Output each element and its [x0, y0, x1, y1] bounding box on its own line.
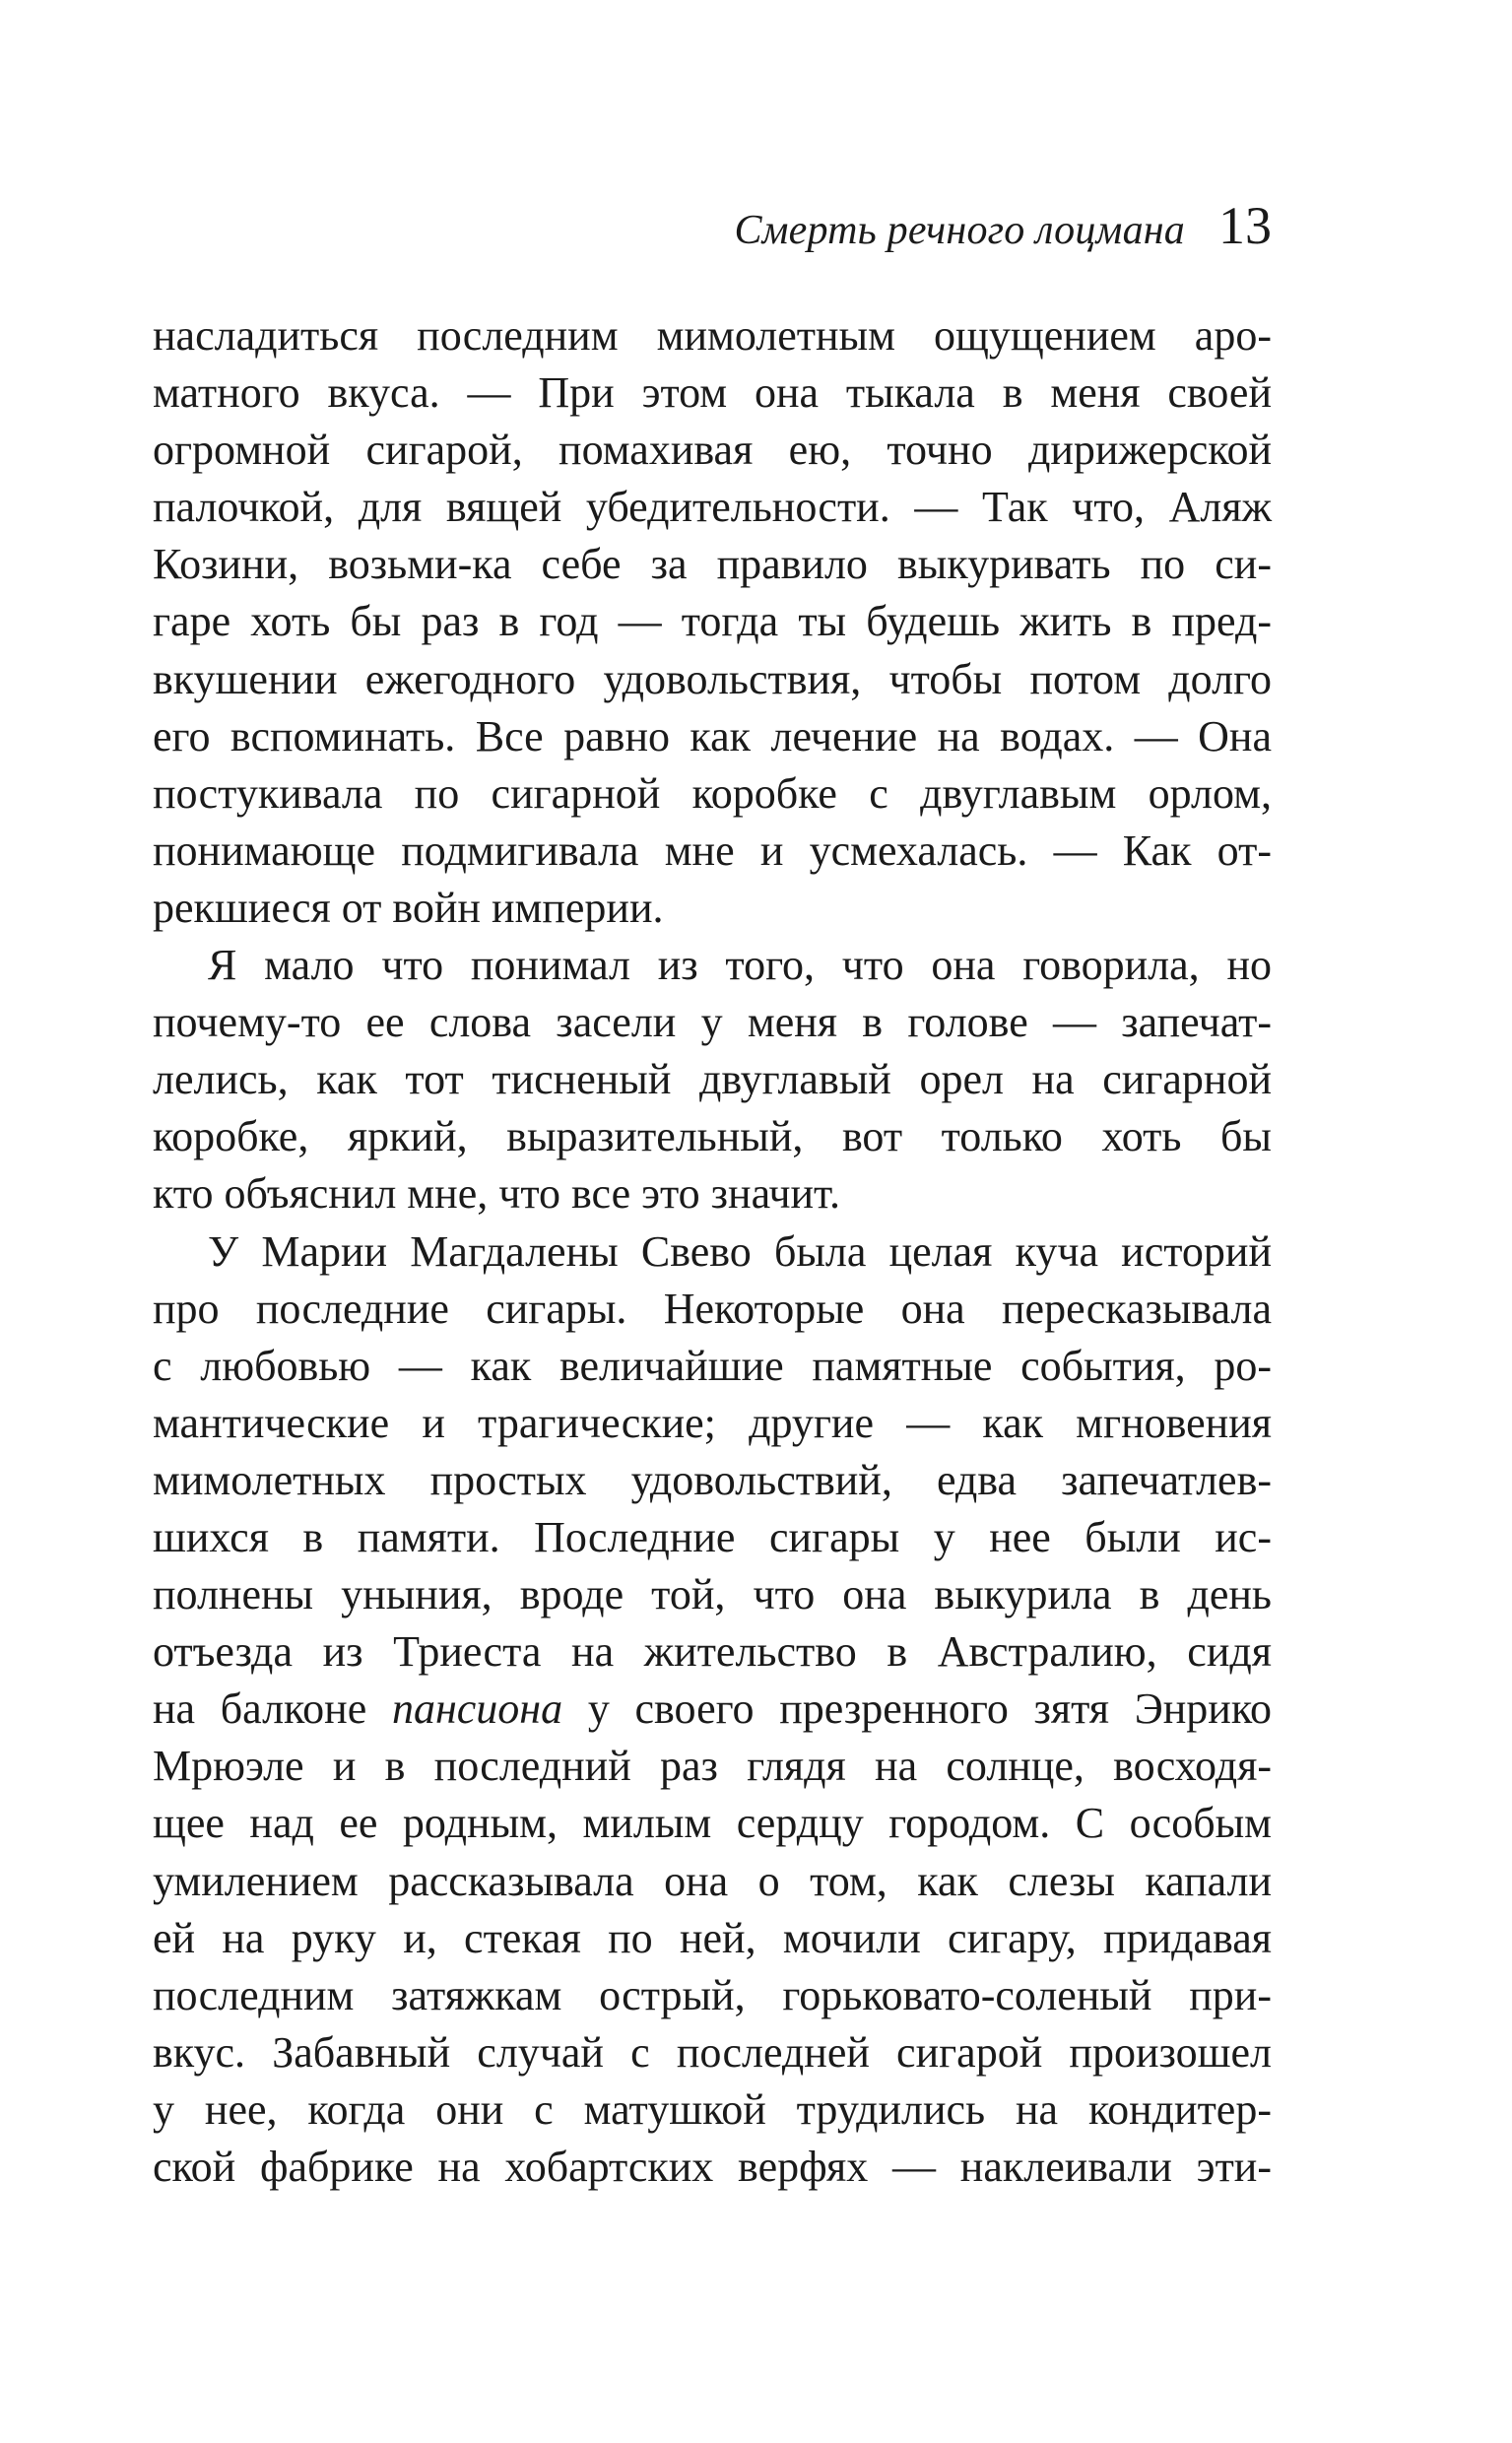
text-line	[153, 765, 1272, 823]
text-segment: Я мало что понимал из того, что она говорила, но	[208, 941, 1272, 990]
text-line	[153, 1795, 1272, 1852]
text-segment: щее над ее родным, милым сердцу городом. С особым	[153, 1799, 1272, 1848]
text-line	[153, 880, 1272, 937]
text-line	[153, 1452, 1272, 1509]
text-segment: полнены уныния, вроде той, что она выкурила в день	[153, 1570, 1272, 1619]
running-head	[153, 195, 1272, 264]
text-segment: у нее, когда они с матушкой трудились на кондитер-	[153, 2084, 1272, 2134]
text-line	[153, 1681, 1272, 1738]
paragraph	[153, 307, 1272, 937]
text-line	[153, 651, 1272, 708]
text-line	[153, 307, 1272, 364]
text-line	[153, 1910, 1272, 1967]
text-segment: про последние сигары. Некоторые она пересказывала	[153, 1284, 1272, 1333]
text-line	[153, 1338, 1272, 1395]
text-line	[153, 2024, 1272, 2081]
text-line	[153, 536, 1272, 593]
text-line	[153, 479, 1272, 536]
text-line	[153, 422, 1272, 479]
text-segment: рекшиеся от войн империи.	[153, 883, 664, 932]
text-segment: Козини, возьми-ка себе за правило выкуривать по си-	[153, 540, 1272, 589]
text-line	[153, 1566, 1272, 1623]
text-line	[153, 2081, 1272, 2139]
text-line	[153, 1395, 1272, 1452]
text-segment: у своего презренного зятя Энрико	[562, 1684, 1272, 1734]
text-segment: на балконе	[153, 1684, 392, 1734]
text-segment: понимающе подмигивала мне и усмехалась. — Как от-	[153, 825, 1272, 875]
text-segment: огромной сигарой, помахивая ею, точно дирижерской	[153, 426, 1272, 475]
text-segment: насладиться последним мимолетным ощущением аро-	[153, 311, 1272, 360]
text-line	[153, 1223, 1272, 1281]
text-segment: постукивала по сигарной коробке с двуглавым орлом,	[153, 768, 1272, 818]
text-line	[153, 1108, 1272, 1165]
text-segment: Мрюэле и в последний раз глядя на солнце, восходя-	[153, 1742, 1272, 1791]
text-line	[153, 593, 1272, 650]
text-segment: матного вкуса. — При этом она тыкала в меня своей	[153, 368, 1272, 418]
text-line	[153, 1623, 1272, 1681]
text-segment: вкус. Забавный случай с последней сигарой произошел	[153, 2027, 1272, 2077]
text-segment: лелись, как тот тисненый двуглавый орел на сигарной	[153, 1055, 1272, 1104]
body-text	[153, 307, 1272, 2196]
running-title: Смерть речного лоцмана	[734, 208, 1185, 253]
text-line	[153, 708, 1272, 765]
text-line	[153, 364, 1272, 422]
text-segment: с любовью — как величайшие памятные события, ро-	[153, 1341, 1272, 1390]
text-segment: почему-то ее слова засели у меня в голове — запечат-	[153, 998, 1272, 1047]
text-segment: мимолетных простых удовольствий, едва запечатлев-	[153, 1455, 1272, 1504]
text-segment: У Марии Магдалены Свево была целая куча историй	[208, 1226, 1272, 1276]
text-segment: ской фабрике на хобартских верфях — наклеивали эти-	[153, 2143, 1272, 2191]
text-line	[153, 2139, 1272, 2196]
text-line	[153, 1509, 1272, 1566]
text-line	[153, 1051, 1272, 1108]
text-segment: вкушении ежегодного удовольствия, чтобы потом долго	[153, 654, 1272, 703]
text-line	[153, 823, 1272, 880]
text-line	[153, 1853, 1272, 1910]
paragraph	[153, 1223, 1272, 2197]
text-segment: умилением рассказывала она о том, как слезы капали	[153, 1856, 1272, 1905]
text-segment: шихся в памяти. Последние сигары у нее были ис-	[153, 1512, 1272, 1561]
italic-word: пансиона	[391, 1684, 563, 1734]
text-segment: палочкой, для вящей убедительности. — Так что, Аляж	[153, 483, 1272, 532]
text-segment: кто объяснил мне, что все это значит.	[153, 1169, 840, 1219]
text-segment: последним затяжкам острый, горьковато-соленый при-	[153, 1970, 1272, 2019]
paragraph	[153, 937, 1272, 1222]
text-segment: мантические и трагические; другие — как мгновения	[153, 1398, 1272, 1447]
text-line	[153, 994, 1272, 1051]
text-segment: отъезда из Триеста на жительство в Австралию, сидя	[153, 1627, 1272, 1677]
text-line	[153, 1967, 1272, 2024]
page-number: 13	[1218, 196, 1272, 255]
text-line	[153, 937, 1272, 994]
text-line	[153, 1165, 1272, 1222]
text-segment: ей на руку и, стекая по ней, мочили сигару, придавая	[153, 1913, 1272, 1962]
text-segment: его вспоминать. Все равно как лечение на водах. — Она	[153, 711, 1272, 760]
text-segment: коробке, яркий, выразительный, вот только хоть бы	[153, 1112, 1272, 1161]
text-line	[153, 1281, 1272, 1338]
text-line	[153, 1738, 1272, 1795]
text-segment: гаре хоть бы раз в год — тогда ты будешь жить в пред-	[153, 597, 1272, 646]
